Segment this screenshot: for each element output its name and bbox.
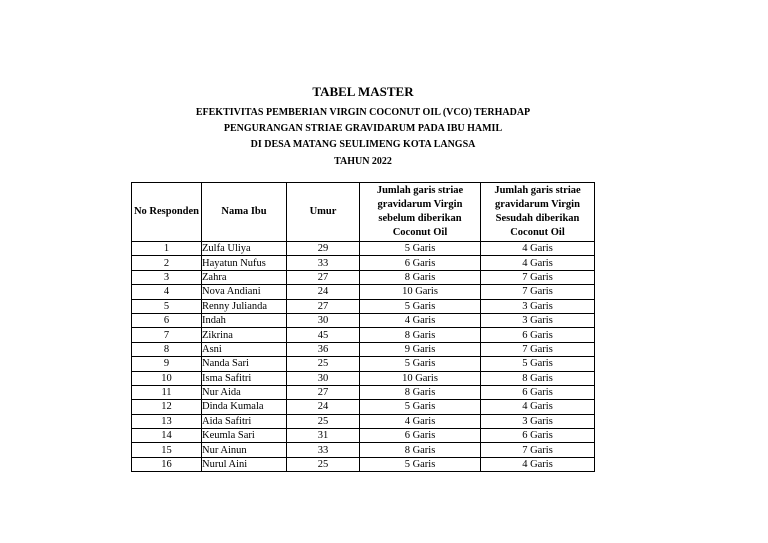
cell-nama-ibu: Nur Aida [202, 385, 287, 399]
cell-striae-sesudah: 4 Garis [481, 256, 595, 270]
cell-nama-ibu: Nova Andiani [202, 285, 287, 299]
header-striae-sesudah: Jumlah garis striae gravidarum Virgin Sesudah diberikan Coconut Oil [481, 183, 595, 242]
cell-nama-ibu: Nur Ainun [202, 443, 287, 457]
table-row [132, 429, 595, 443]
cell-striae-sesudah: 7 Garis [481, 270, 595, 284]
cell-striae-sesudah: 4 Garis [481, 457, 595, 471]
cell-striae-sebelum: 5 Garis [360, 357, 481, 371]
cell-no-responden: 5 [132, 299, 202, 313]
cell-nama-ibu: Asni [202, 342, 287, 356]
cell-striae-sebelum: 5 Garis [360, 299, 481, 313]
cell-no-responden: 7 [132, 328, 202, 342]
table-row [132, 242, 595, 256]
cell-striae-sesudah: 5 Garis [481, 357, 595, 371]
cell-umur: 25 [287, 457, 360, 471]
cell-striae-sesudah: 4 Garis [481, 400, 595, 414]
table-row [132, 285, 595, 299]
cell-no-responden: 15 [132, 443, 202, 457]
cell-no-responden: 12 [132, 400, 202, 414]
cell-no-responden: 14 [132, 429, 202, 443]
cell-no-responden: 10 [132, 371, 202, 385]
cell-nama-ibu: Nanda Sari [202, 357, 287, 371]
cell-no-responden: 11 [132, 385, 202, 399]
cell-striae-sebelum: 5 Garis [360, 242, 481, 256]
cell-striae-sebelum: 6 Garis [360, 256, 481, 270]
table-row [132, 328, 595, 342]
table-row [132, 385, 595, 399]
cell-striae-sebelum: 8 Garis [360, 443, 481, 457]
cell-nama-ibu: Nurul Aini [202, 457, 287, 471]
cell-striae-sebelum: 8 Garis [360, 270, 481, 284]
cell-no-responden: 8 [132, 342, 202, 356]
cell-umur: 33 [287, 443, 360, 457]
cell-striae-sesudah: 4 Garis [481, 242, 595, 256]
cell-nama-ibu: Hayatun Nufus [202, 256, 287, 270]
table-header-row [132, 183, 595, 242]
cell-no-responden: 16 [132, 457, 202, 471]
cell-striae-sesudah: 6 Garis [481, 429, 595, 443]
cell-umur: 30 [287, 371, 360, 385]
table-body [132, 242, 595, 472]
header-umur: Umur [287, 183, 360, 242]
cell-umur: 36 [287, 342, 360, 356]
subtitle-line-1: EFEKTIVITAS PEMBERIAN VIRGIN COCONUT OIL (VCO) TERHADAP [195, 107, 531, 118]
cell-striae-sebelum: 9 Garis [360, 342, 481, 356]
cell-no-responden: 2 [132, 256, 202, 270]
cell-striae-sesudah: 7 Garis [481, 285, 595, 299]
cell-no-responden: 4 [132, 285, 202, 299]
table-row [132, 256, 595, 270]
cell-umur: 24 [287, 285, 360, 299]
document-title: TABEL MASTER [312, 84, 414, 99]
cell-umur: 31 [287, 429, 360, 443]
table-row [132, 313, 595, 327]
cell-umur: 45 [287, 328, 360, 342]
cell-umur: 25 [287, 357, 360, 371]
cell-umur: 33 [287, 256, 360, 270]
cell-umur: 30 [287, 313, 360, 327]
cell-striae-sebelum: 8 Garis [360, 328, 481, 342]
table-row [132, 270, 595, 284]
cell-striae-sesudah: 8 Garis [481, 371, 595, 385]
cell-umur: 27 [287, 270, 360, 284]
cell-no-responden: 6 [132, 313, 202, 327]
cell-nama-ibu: Isma Safitri [202, 371, 287, 385]
cell-striae-sebelum: 10 Garis [360, 285, 481, 299]
document-year: TAHUN 2022 [334, 156, 392, 167]
cell-nama-ibu: Zahra [202, 270, 287, 284]
cell-striae-sebelum: 8 Garis [360, 385, 481, 399]
cell-umur: 25 [287, 414, 360, 428]
cell-striae-sesudah: 6 Garis [481, 385, 595, 399]
cell-umur: 29 [287, 242, 360, 256]
cell-nama-ibu: Zikrina [202, 328, 287, 342]
cell-nama-ibu: Keumla Sari [202, 429, 287, 443]
cell-umur: 27 [287, 299, 360, 313]
cell-nama-ibu: Renny Julianda [202, 299, 287, 313]
cell-striae-sesudah: 6 Garis [481, 328, 595, 342]
cell-no-responden: 9 [132, 357, 202, 371]
cell-striae-sesudah: 3 Garis [481, 414, 595, 428]
cell-striae-sebelum: 10 Garis [360, 371, 481, 385]
cell-no-responden: 3 [132, 270, 202, 284]
cell-striae-sesudah: 7 Garis [481, 443, 595, 457]
cell-striae-sebelum: 5 Garis [360, 400, 481, 414]
cell-striae-sesudah: 7 Garis [481, 342, 595, 356]
table-row [132, 443, 595, 457]
table-row [132, 457, 595, 471]
table-row [132, 357, 595, 371]
cell-striae-sebelum: 4 Garis [360, 313, 481, 327]
cell-striae-sesudah: 3 Garis [481, 299, 595, 313]
table-row [132, 299, 595, 313]
header-striae-sebelum: Jumlah garis striae gravidarum Virgin sebelum diberikan Coconut Oil [360, 183, 481, 242]
subtitle-line-2: PENGURANGAN STRIAE GRAVIDARUM PADA IBU HAMIL [223, 123, 503, 134]
table-row [132, 371, 595, 385]
table-row [132, 342, 595, 356]
cell-striae-sebelum: 5 Garis [360, 457, 481, 471]
cell-nama-ibu: Dinda Kumala [202, 400, 287, 414]
cell-striae-sebelum: 6 Garis [360, 429, 481, 443]
cell-nama-ibu: Aida Safitri [202, 414, 287, 428]
cell-nama-ibu: Zulfa Uliya [202, 242, 287, 256]
cell-umur: 24 [287, 400, 360, 414]
cell-striae-sesudah: 3 Garis [481, 313, 595, 327]
table-row [132, 414, 595, 428]
header-nama-ibu: Nama Ibu [202, 183, 287, 242]
cell-nama-ibu: Indah [202, 313, 287, 327]
table-row [132, 400, 595, 414]
cell-no-responden: 13 [132, 414, 202, 428]
cell-striae-sebelum: 4 Garis [360, 414, 481, 428]
cell-no-responden: 1 [132, 242, 202, 256]
header-no-responden: No Responden [132, 183, 202, 242]
subtitle-line-3: DI DESA MATANG SEULIMENG KOTA LANGSA [250, 139, 476, 150]
cell-umur: 27 [287, 385, 360, 399]
master-table [131, 182, 595, 472]
